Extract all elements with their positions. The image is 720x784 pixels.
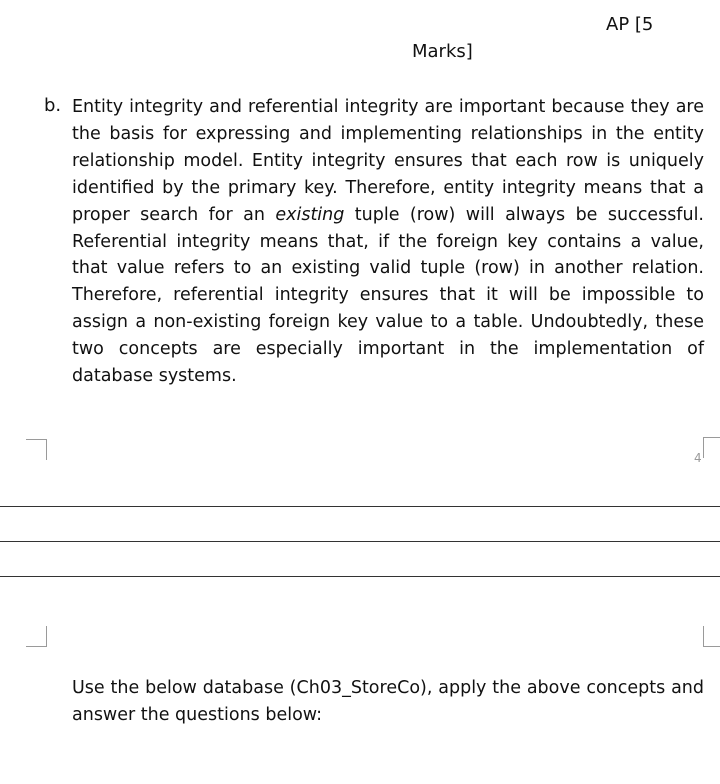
page-corner-mark-top-right [703,437,720,458]
answer-text-part2: tuple (row) will always be successful. Referential integrity means that, if the foreign key contains a value, that value refers to an existing valid tuple (row) in another relation. Therefore, referential integrity ensures that it will be impossible to assign a non-existing foreign key value to a table. Undoubtedly, these two concepts are especially important in the implementation of database systems. [72,204,704,387]
answer-text-part1: Entity integrity and referential integrity are important because they are the basis for expressing and implementing relationships in the entity relationship model. Entity integrity ensures that each row is uniquely identified by the primary key. Therefore, entity integrity means that a proper search for an [72,97,704,225]
page-corner-mark-top-left [26,439,47,460]
page-separator-line [0,541,720,542]
marks-label-line2: Marks] [412,41,473,62]
page-corner-mark-bottom-left [26,626,47,647]
marks-label-line1: AP [5 [606,14,654,35]
answer-paragraph [72,94,704,390]
page-separator-line [0,506,720,507]
question-paragraph: Use the below database (Ch03_StoreCo), apply the above concepts and answer the questions below: [72,678,704,725]
answer-italic-word: existing [275,204,345,225]
answer-label: b. [44,95,62,116]
page-number: 4 [694,451,702,465]
page-separator-line [0,576,720,577]
page-corner-mark-bottom-right [703,626,720,647]
